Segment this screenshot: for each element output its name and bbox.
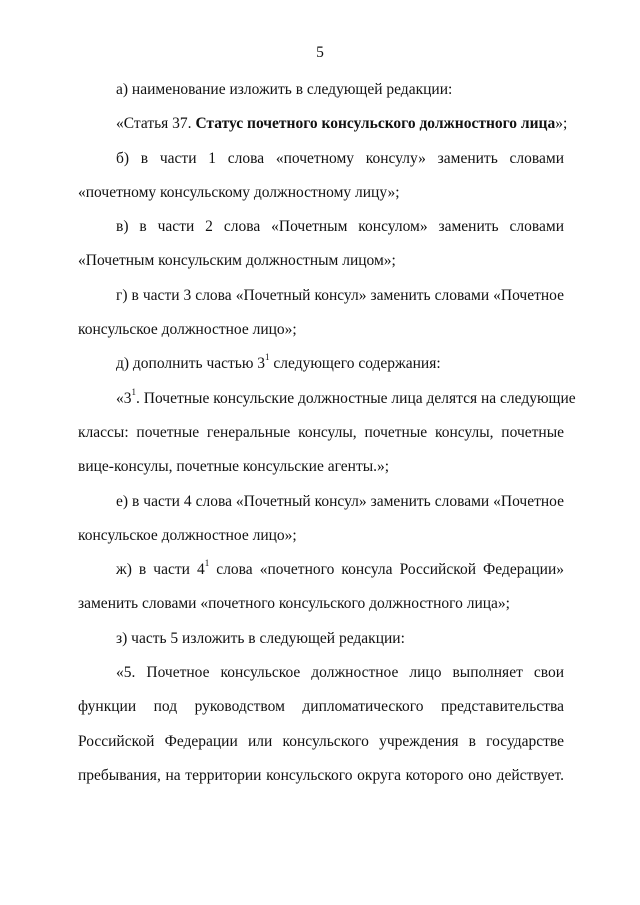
quote-3-1-line-2: классы: почетные генеральные консулы, почетные консулы, почетные <box>78 423 564 441</box>
paragraph-b-line-2: «почетному консульскому должностному лицу»; <box>78 183 400 201</box>
paragraph-e-line-2: консульское должностное лицо»; <box>78 526 297 544</box>
quote-5-line-1: «5. Почетное консульское должностное лицо выполняет свои <box>116 664 564 682</box>
page-number: 5 <box>316 44 324 61</box>
article-title-line: «Статья 37. Статус почетного консульского должностного лица»; <box>116 115 568 133</box>
paragraph-zh-line-1: ж) в части $4^1$ слова «почетного консула Российской Федерации» <box>116 558 564 579</box>
quote-5-line-3: Российской Федерации или консульского учреждения в государстве <box>78 732 564 750</box>
paragraph-z: з) часть 5 изложить в следующей редакции: <box>116 629 405 647</box>
quote-5-line-2: функции под руководством дипломатического представительства <box>78 698 564 716</box>
article-title: Статус почетного консульского должностного лица <box>195 115 556 133</box>
paragraph-zh-line-2: заменить словами «почетного консульского должностного лица»; <box>78 595 510 613</box>
paragraph-v-line-1: в) в части 2 слова «Почетным консулом» заменить словами <box>116 218 564 236</box>
paragraph-g-line-1: г) в части 3 слова «Почетный консул» заменить словами «Почетное <box>116 286 564 304</box>
paragraph-d: д) дополнить частью $3^1$ следующего содержания: <box>116 352 441 373</box>
paragraph-g-line-2: консульское должностное лицо»; <box>78 321 297 339</box>
document-body <box>78 81 576 801</box>
paragraph-e-line-1: е) в части 4 слова «Почетный консул» заменить словами «Почетное <box>116 492 564 510</box>
quote-3-1-line-3: вице-консулы, почетные консульские агенты.»; <box>78 458 390 476</box>
quote-3-1-line-1: «$3^1$. Почетные консульские должностные лица делятся на следующие <box>116 386 576 407</box>
paragraph-v-line-2: «Почетным консульским должностным лицом»; <box>78 252 396 270</box>
quote-5-line-4: пребывания, на территории консульского округа которого оно действует. <box>78 766 564 784</box>
paragraph-b-line-1: б) в части 1 слова «почетному консулу» заменить словами <box>116 149 564 167</box>
paragraph-a: а) наименование изложить в следующей редакции: <box>116 81 453 98</box>
